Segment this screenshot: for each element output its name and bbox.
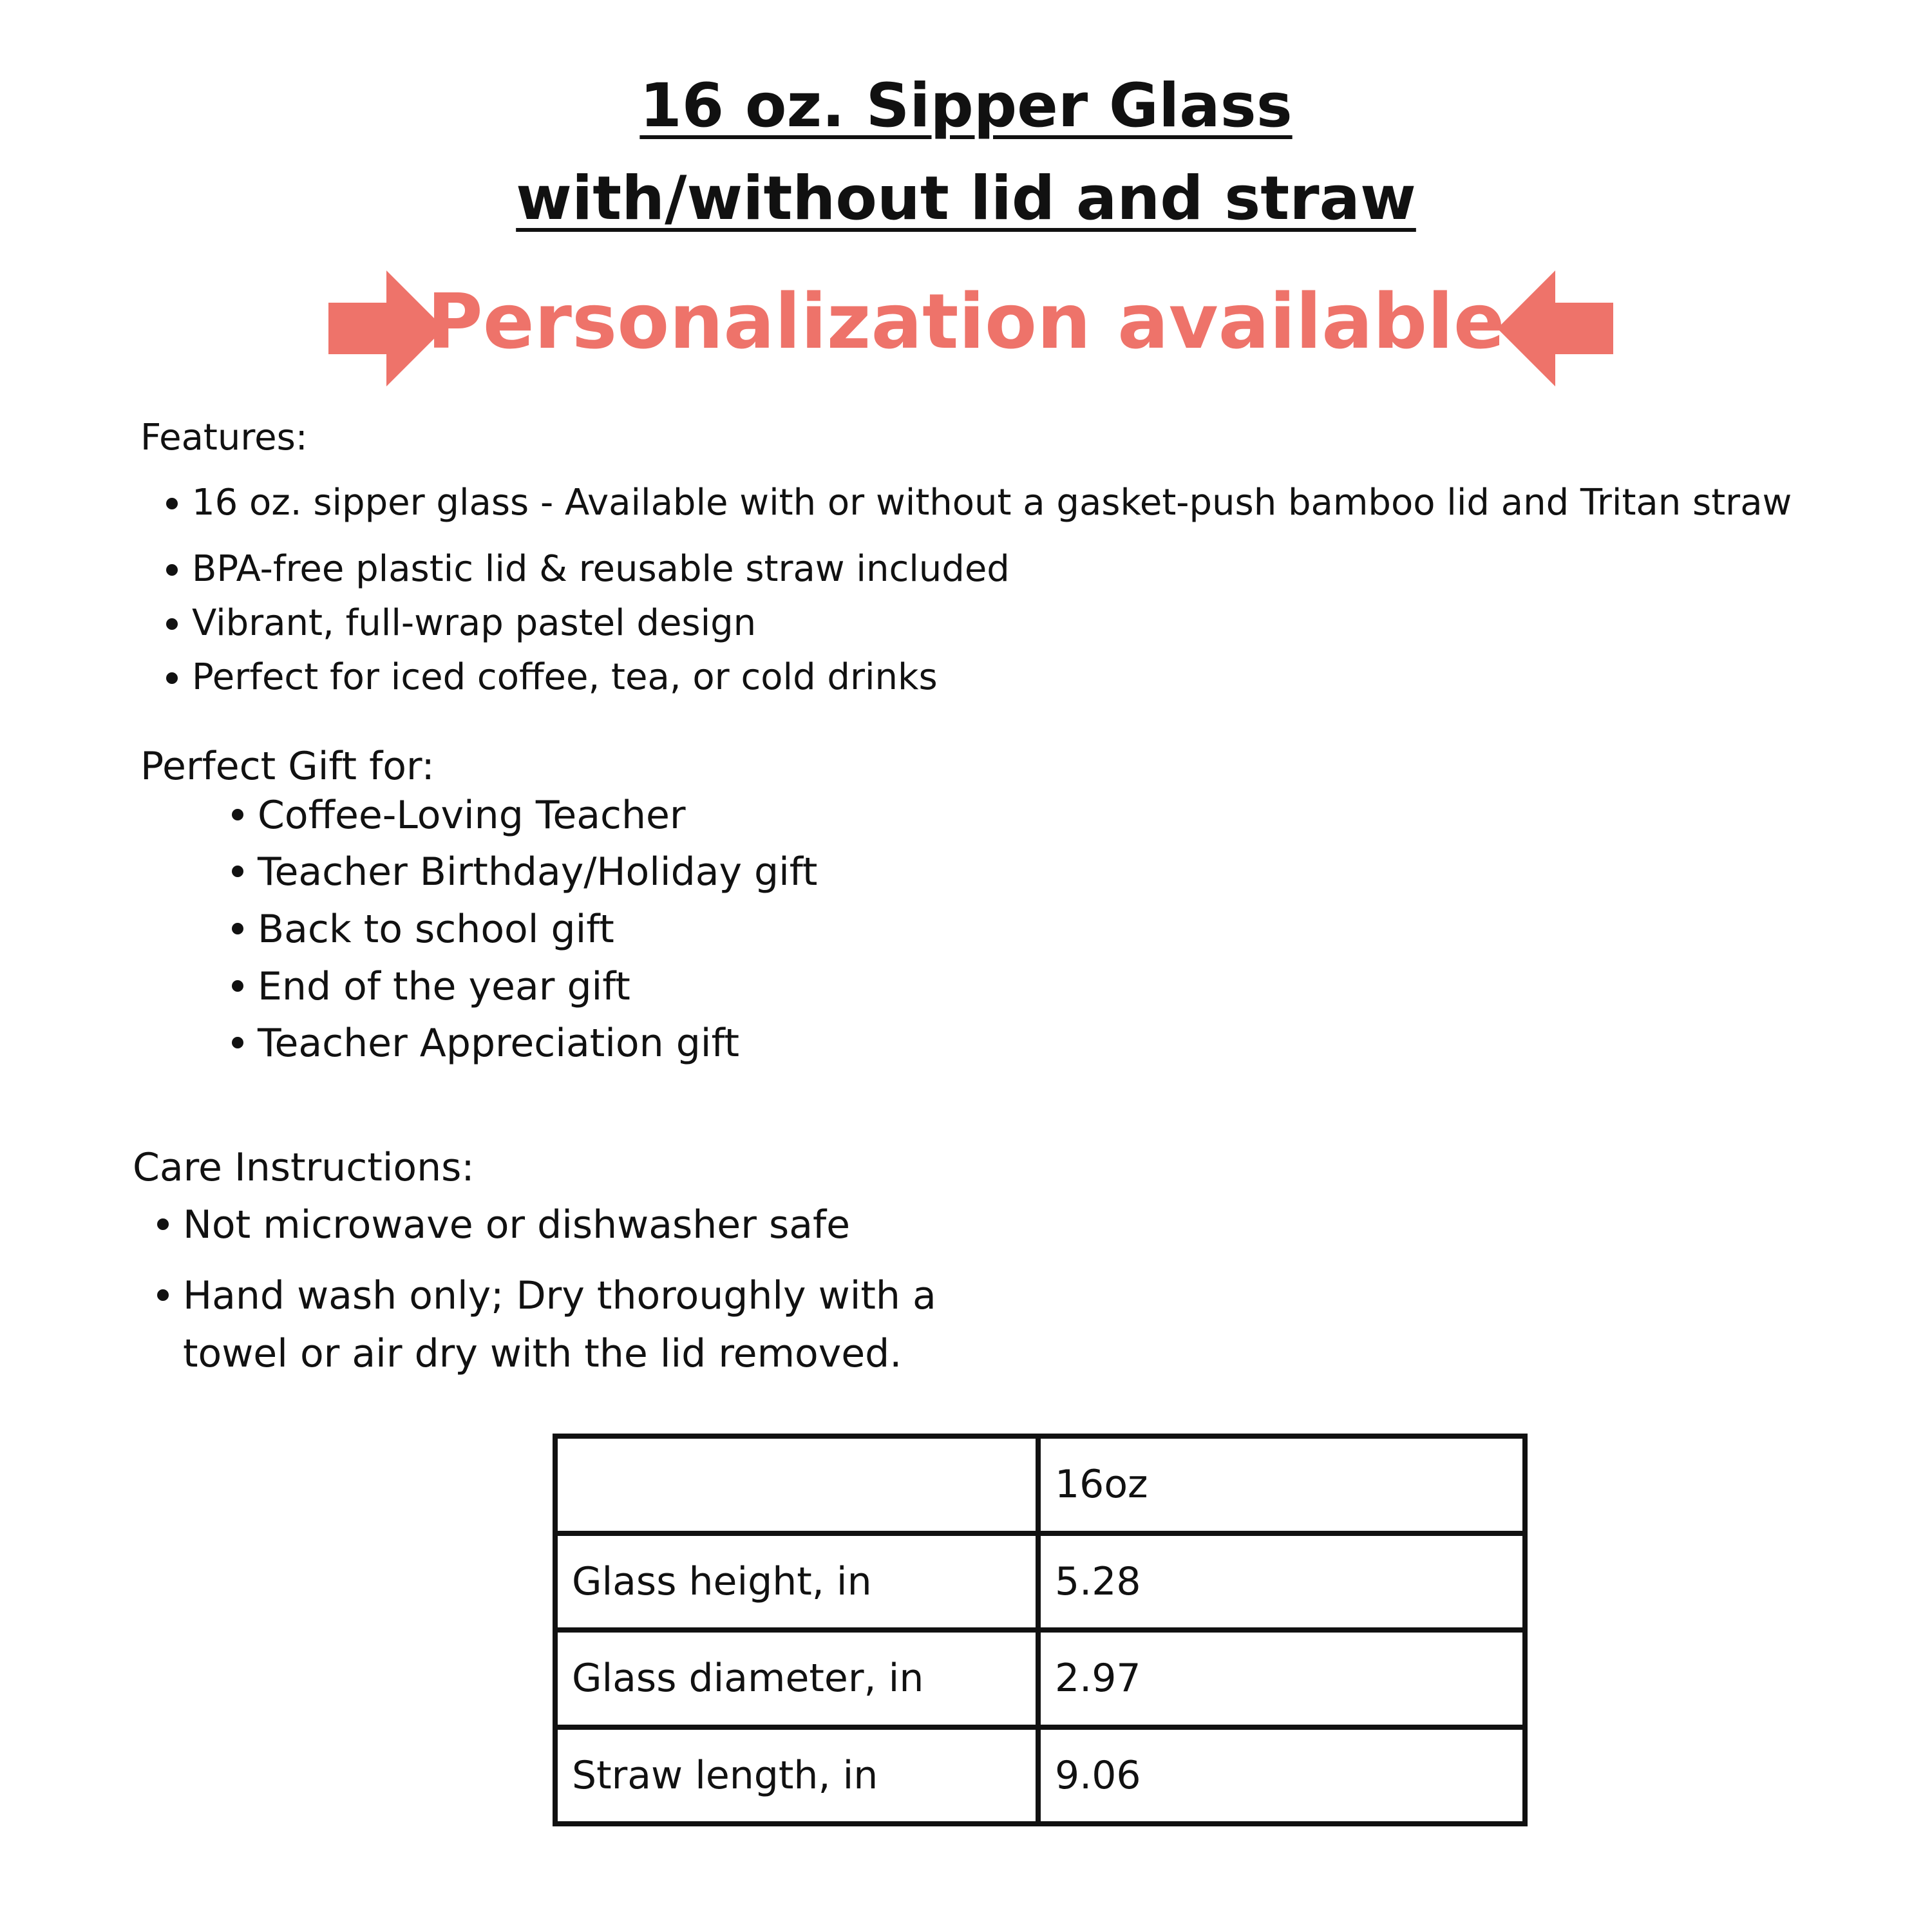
table-cell: Straw length, in — [555, 1727, 1038, 1824]
bullet-icon — [232, 809, 243, 820]
care-heading: Care Instructions: — [133, 1145, 475, 1190]
table-cell: Glass height, in — [555, 1533, 1038, 1631]
personalization-banner: Personalization available — [427, 277, 1505, 366]
bullet-icon — [157, 1218, 169, 1230]
list-item: Vibrant, full-wrap pastel design — [192, 605, 756, 641]
table-cell — [555, 1436, 1038, 1533]
bullet-icon — [232, 980, 243, 992]
table-row — [555, 1533, 1525, 1631]
list-item: 16 oz. sipper glass - Available with or without a gasket-push bamboo lid and Tritan straw — [192, 485, 1792, 521]
list-item: Teacher Appreciation gift — [258, 1024, 739, 1063]
list-item: Not microwave or dishwasher safe — [183, 1206, 850, 1244]
list-item: End of the year gift — [258, 967, 630, 1006]
bullet-icon — [166, 498, 178, 509]
list-item: Perfect for iced coffee, tea, or cold drinks — [192, 659, 938, 696]
page-title-line-1: 16 oz. Sipper Glass — [639, 71, 1293, 141]
table-row — [555, 1727, 1525, 1824]
table-cell: 16oz — [1038, 1436, 1525, 1533]
table-cell: 2.97 — [1038, 1630, 1525, 1727]
bullet-icon — [166, 564, 178, 576]
bullet-icon — [232, 923, 243, 934]
gift-heading: Perfect Gift for: — [140, 744, 435, 789]
arrow-left-icon — [1497, 270, 1613, 386]
bullet-icon — [166, 618, 178, 630]
features-heading: Features: — [140, 417, 308, 459]
list-item: Teacher Birthday/Holiday gift — [258, 853, 817, 891]
list-item: BPA-free plastic lid & reusable straw included — [192, 551, 1010, 587]
list-item-continuation: towel or air dry with the lid removed. — [183, 1331, 902, 1376]
specs-table — [553, 1434, 1528, 1826]
table-cell: 5.28 — [1038, 1533, 1525, 1631]
bullet-icon — [232, 866, 243, 877]
bullet-icon — [157, 1289, 169, 1301]
list-item: Coffee-Loving Teacher — [258, 796, 686, 835]
bullet-icon — [232, 1037, 243, 1048]
table-row — [555, 1630, 1525, 1727]
table-header-row — [555, 1436, 1525, 1533]
page-title-line-2: with/without lid and straw — [516, 164, 1416, 234]
list-item: Hand wash only; Dry thoroughly with a — [183, 1276, 936, 1315]
bullet-icon — [166, 672, 178, 684]
list-item: Back to school gift — [258, 910, 614, 949]
table-cell: 9.06 — [1038, 1727, 1525, 1824]
table-cell: Glass diameter, in — [555, 1630, 1038, 1727]
